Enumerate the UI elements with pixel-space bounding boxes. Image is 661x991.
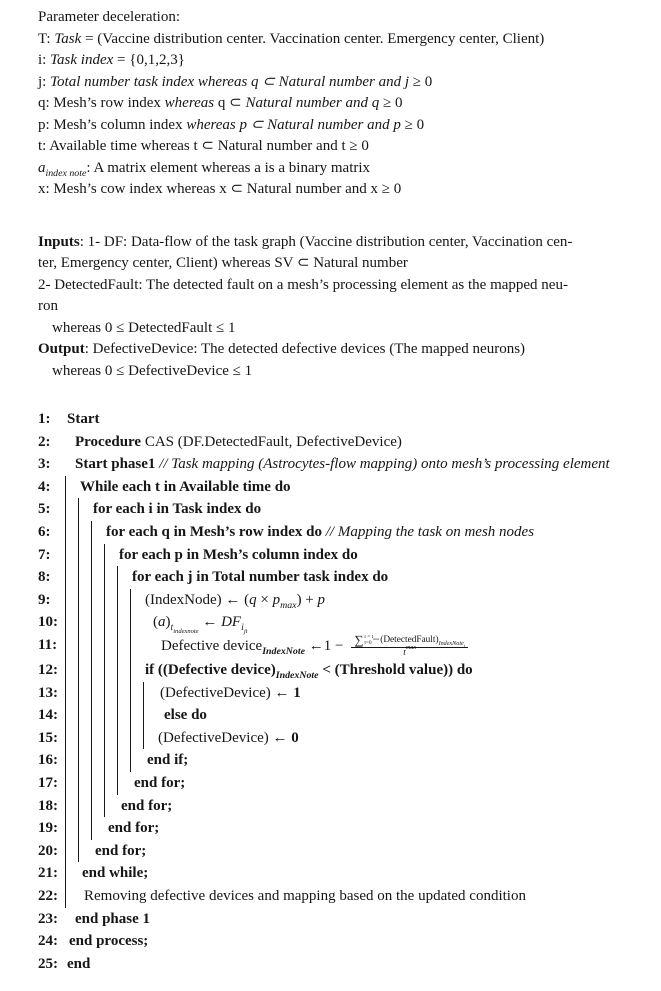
text-segment: Parameter deceleration: [38, 9, 181, 25]
text-segment: else do [164, 707, 207, 724]
nesting-bar [65, 704, 78, 727]
subscript [280, 600, 296, 611]
text-segment: CAS (DF.DetectedFault, DefectiveDevice) [141, 433, 402, 450]
algorithm-line [38, 862, 653, 885]
line-content [91, 498, 261, 521]
nesting-bar [91, 566, 104, 589]
nesting-bar [117, 659, 130, 682]
line-content [65, 408, 100, 431]
line-number: 7: [38, 546, 51, 563]
nesting-bar [104, 634, 117, 659]
nesting-bar [117, 682, 130, 705]
parameter-line [38, 29, 653, 51]
io-line [38, 275, 653, 297]
text-segment: While each t in Available time do [80, 478, 291, 495]
nesting-bar [78, 727, 91, 750]
line-number: 3: [38, 456, 51, 473]
nesting-bar [65, 885, 78, 908]
line-number: 21: [38, 865, 58, 882]
algorithm-section [38, 408, 653, 975]
line-content [143, 749, 188, 772]
nesting-bar [130, 704, 143, 727]
text-segment: max [280, 599, 297, 611]
algorithm-line [38, 908, 653, 931]
line-content [78, 885, 526, 908]
algorithm-line [38, 930, 653, 953]
line-content [130, 566, 388, 589]
text-segment: indexnote [173, 628, 199, 636]
text-segment: Procedure [75, 433, 142, 450]
line-content [143, 634, 468, 659]
text-segment: // Mapping the task on mesh nodes [321, 523, 535, 540]
line-number: 10: [38, 614, 58, 631]
nesting-bar [143, 727, 156, 750]
subscript [241, 622, 248, 636]
nesting-bar [91, 589, 104, 612]
text-segment: t [170, 622, 174, 634]
text-segment: t [403, 647, 406, 658]
nesting-bar [65, 611, 78, 634]
text-segment: x: Mesh’s cow index whereas x ⊂ Natural number and x ≥ 0 [38, 181, 402, 197]
io-line [38, 361, 653, 383]
text-segment: a [158, 614, 166, 631]
line-content [78, 476, 291, 499]
text-segment: j: [38, 73, 51, 90]
line-content [156, 704, 207, 727]
nesting-bar [65, 840, 78, 863]
parameter-line [38, 179, 653, 201]
io-line [38, 296, 653, 318]
algorithm-line [38, 566, 653, 589]
subscript [170, 622, 199, 636]
algorithm-line [38, 885, 653, 908]
text-segment: IndexNote [275, 670, 319, 682]
text-segment: Inputs [38, 233, 80, 250]
parameter-line [38, 136, 653, 158]
text-segment: end [67, 955, 91, 972]
algorithm-line [38, 840, 653, 863]
parameter-line [38, 50, 653, 72]
nesting-bar [117, 772, 130, 795]
nesting-bar [130, 589, 143, 612]
text-segment: ←1 − [304, 637, 344, 654]
text-segment: t [463, 643, 465, 649]
nesting-bar [78, 795, 91, 818]
line-content [143, 659, 473, 682]
algorithm-line [38, 682, 653, 705]
text-segment: end for; [134, 775, 186, 792]
io-line [38, 232, 653, 254]
sigma-symbol: ∑ [354, 632, 364, 647]
algorithm-line [38, 611, 653, 634]
line-content [65, 953, 90, 976]
nesting-bar [65, 589, 78, 612]
nesting-bar [91, 544, 104, 567]
nesting-bar [65, 521, 78, 544]
nesting-bar [130, 682, 143, 705]
nesting-bar [130, 634, 143, 659]
text-segment: if ((Defective device) [145, 662, 276, 679]
line-number: 14: [38, 707, 58, 724]
text-segment: IndexNote [438, 641, 464, 648]
parameter-line [38, 115, 653, 137]
text-segment: whereas [164, 95, 215, 111]
line-number: 9: [38, 591, 51, 608]
line-content [104, 817, 159, 840]
line-number: 19: [38, 820, 58, 837]
summation-lower-limit [364, 640, 371, 646]
nesting-bar [65, 749, 78, 772]
text-segment: end while; [82, 865, 149, 882]
text-segment: i: [38, 52, 51, 68]
line-number: 16: [38, 752, 58, 769]
text-segment: ≥ 0 [409, 73, 433, 90]
nesting-bar [91, 521, 104, 544]
nesting-bar [78, 589, 91, 612]
text-segment: 0 [291, 729, 299, 746]
nesting-bar [78, 704, 91, 727]
nesting-bar [117, 749, 130, 772]
line-number: 5: [38, 501, 51, 518]
text-segment: T: [38, 30, 55, 47]
algorithm-line [38, 772, 653, 795]
io-line [38, 318, 653, 340]
algorithm-line [38, 431, 653, 454]
text-segment: q ⊂ [214, 95, 246, 111]
nesting-bar [104, 659, 117, 682]
line-content [143, 611, 247, 634]
nesting-bar [91, 817, 104, 840]
line-number: 8: [38, 569, 51, 586]
text-segment: Total number task index whereas q ⊂ Natural number and j [50, 73, 410, 90]
text-segment: ← [198, 614, 222, 631]
text-segment: Task [54, 30, 82, 47]
text-segment: (DefectiveDevice) ← [160, 684, 294, 701]
nesting-bar [117, 634, 130, 659]
text-segment: for each j in Total number task index do [132, 569, 389, 586]
nesting-bar [78, 817, 91, 840]
nesting-bar [78, 566, 91, 589]
text-segment: end for; [121, 797, 173, 814]
text-segment: ≥ 0 [400, 116, 425, 133]
text-segment: : DefectiveDevice: The detected defective devices (The mapped neurons) [84, 341, 526, 357]
text-segment: DF [221, 614, 242, 631]
algorithm-line [38, 544, 653, 567]
line-content [65, 431, 402, 454]
text-segment: p: Mesh’s column index [38, 116, 187, 133]
text-segment: end if; [147, 752, 189, 769]
line-number: 4: [38, 478, 51, 495]
text-segment: for each i in Task index do [93, 501, 262, 518]
nesting-bar [78, 772, 91, 795]
line-number: 17: [38, 775, 58, 792]
nesting-bar [91, 634, 104, 659]
parameter-line [38, 7, 653, 29]
line-content [65, 930, 148, 953]
nesting-bar [78, 544, 91, 567]
text-segment: 2- DetectedFault: The detected fault on a mesh’s processing element as the mapped neu- [38, 276, 568, 293]
algorithm-line [38, 453, 653, 476]
nesting-bar [91, 727, 104, 750]
line-content [117, 795, 172, 818]
line-content [78, 862, 148, 885]
nesting-bar [65, 634, 78, 659]
text-segment: Natural number and q [245, 95, 380, 111]
nesting-bar [143, 682, 156, 705]
nesting-bar [143, 704, 156, 727]
line-number: 23: [38, 910, 58, 927]
nesting-bar [78, 749, 91, 772]
nesting-bar [91, 682, 104, 705]
line-number: 2: [38, 433, 51, 450]
algorithm-line [38, 521, 653, 544]
text-segment: ron [38, 298, 58, 314]
text-segment: 1 [293, 684, 301, 701]
nesting-bar [104, 544, 117, 567]
subscript [276, 670, 319, 681]
nesting-bar [91, 611, 104, 634]
text-segment: (DefectiveDevice) ← [158, 729, 292, 746]
nesting-bar [78, 611, 91, 634]
parameter-section [38, 7, 653, 201]
text-segment: p [317, 591, 326, 608]
text-segment: for each p in Mesh’s column index do [119, 546, 358, 563]
parameter-line [38, 158, 653, 180]
parameter-line [38, 72, 653, 94]
algorithm-line [38, 476, 653, 499]
line-content [104, 521, 534, 544]
text-segment: ≥ 0 [379, 95, 403, 111]
text-segment: i [241, 622, 244, 634]
text-segment: = {0,1,2,3} [113, 52, 185, 68]
text-segment: end for; [95, 842, 147, 859]
text-segment: (IndexNode) ← ( [145, 591, 250, 608]
line-content [65, 908, 150, 931]
nesting-bar [91, 704, 104, 727]
nesting-bar [130, 611, 143, 634]
algorithm-line [38, 704, 653, 727]
nesting-bar [65, 659, 78, 682]
algorithm-line [38, 749, 653, 772]
text-segment: Removing defective devices and mapping based on the updated condition [84, 888, 526, 905]
nesting-bar [91, 659, 104, 682]
algorithm-line [38, 953, 653, 976]
text-segment: ( [153, 614, 158, 631]
io-line [38, 339, 653, 361]
nesting-bar [91, 795, 104, 818]
nesting-bar [78, 840, 91, 863]
algorithm-line [38, 795, 653, 818]
nesting-bar [104, 727, 117, 750]
line-content [156, 727, 299, 750]
nesting-bar [117, 727, 130, 750]
text-segment: Defective device [161, 637, 263, 654]
text-segment: < (Threshold value)) do [318, 662, 473, 679]
algorithm-line [38, 589, 653, 612]
nesting-bar [104, 682, 117, 705]
nesting-bar [78, 498, 91, 521]
text-segment: ) + [296, 591, 318, 608]
text-segment: × [256, 591, 273, 608]
line-content [65, 453, 610, 476]
text-segment: max [405, 644, 417, 651]
text-segment: index note [45, 167, 87, 179]
nesting-bar [65, 727, 78, 750]
algorithm-line [38, 817, 653, 840]
text-segment: end for; [108, 820, 160, 837]
text-segment: : 1- DF: Data-flow of the task graph (Vaccine distribution center, Vaccination cen- [79, 233, 573, 250]
text-segment: p [272, 591, 281, 608]
subscript [46, 168, 87, 179]
nesting-bar [130, 659, 143, 682]
nesting-bar [117, 589, 130, 612]
parameter-line [38, 93, 653, 115]
nesting-bar [65, 772, 78, 795]
line-content [143, 589, 325, 612]
nesting-bar [78, 682, 91, 705]
text-segment: q: Mesh’s row index [38, 95, 165, 111]
subscript [262, 646, 305, 657]
nesting-bar [65, 862, 78, 885]
nesting-bar [104, 566, 117, 589]
io-line [38, 253, 653, 275]
text-segment: Start phase1 [75, 456, 156, 473]
text-segment: IndexNote [262, 645, 305, 657]
text-segment: whereas 0 ≤ DetectedFault ≤ 1 [52, 319, 236, 336]
nesting-bar [104, 611, 117, 634]
algorithm-line [38, 634, 653, 659]
line-number: 18: [38, 797, 58, 814]
text-segment: = (Vaccine distribution center. Vaccination center. Emergency center, Client) [81, 30, 545, 47]
fraction [351, 634, 467, 659]
nesting-bar [65, 476, 78, 499]
io-section [38, 232, 653, 383]
nesting-bar [65, 498, 78, 521]
nesting-bar [117, 566, 130, 589]
line-content [130, 772, 185, 795]
text-segment: (DetectedFault) [380, 634, 439, 645]
line-number: 11: [38, 636, 58, 653]
text-segment: ) [165, 614, 171, 631]
text-segment: Start [67, 411, 100, 427]
nesting-bar [78, 521, 91, 544]
nesting-bar [65, 795, 78, 818]
nesting-bar [104, 589, 117, 612]
algorithm-line [38, 727, 653, 750]
nesting-bar [78, 659, 91, 682]
text-segment: t: Available time whereas t ⊂ Natural number and t ≥ 0 [38, 138, 369, 154]
line-number: 12: [38, 662, 58, 679]
line-number: 20: [38, 842, 58, 859]
algorithm-line [38, 498, 653, 521]
text-segment: t=0 [364, 640, 372, 647]
line-number: 25: [38, 955, 58, 972]
line-number: 24: [38, 933, 58, 950]
nesting-bar [104, 772, 117, 795]
nesting-bar [65, 682, 78, 705]
line-number: 1: [38, 411, 51, 427]
nesting-bar [104, 795, 117, 818]
text-segment: : A matrix element whereas a is a binary matrix [86, 159, 371, 176]
line-number: 6: [38, 523, 51, 540]
summation [354, 634, 379, 647]
text-segment: end phase 1 [75, 910, 151, 927]
subscript [373, 637, 379, 641]
nesting-bar [130, 749, 143, 772]
nesting-bar [65, 566, 78, 589]
nesting-bar [91, 772, 104, 795]
text-segment: // Task mapping (Astrocytes-flow mapping) onto mesh’s processing element [155, 456, 610, 473]
text-segment: Task index [50, 52, 114, 68]
text-segment: for each q in Mesh’s row index do [106, 523, 322, 540]
nesting-bar [104, 704, 117, 727]
nesting-bar [117, 704, 130, 727]
summation-limits [364, 634, 379, 646]
line-number: 22: [38, 888, 58, 905]
text-segment: max [373, 637, 380, 642]
nesting-bar [65, 544, 78, 567]
line-content [156, 682, 301, 705]
text-segment: Output [38, 341, 85, 357]
nesting-bar [104, 749, 117, 772]
subscript [405, 644, 417, 660]
nesting-bar [130, 727, 143, 750]
nesting-bar [65, 817, 78, 840]
text-segment: t = t [364, 634, 374, 641]
algorithm-line [38, 408, 653, 431]
text-segment: a [38, 159, 46, 176]
nesting-bar [91, 749, 104, 772]
text-segment: jt [243, 628, 248, 636]
nesting-bar [117, 611, 130, 634]
text-segment: whereas 0 ≤ DefectiveDevice ≤ 1 [52, 362, 253, 379]
line-content [117, 544, 358, 567]
nesting-bar [78, 634, 91, 659]
line-content [91, 840, 146, 863]
text-segment: ter, Emergency center, Client) whereas SV ⊂ Natural number [38, 255, 408, 271]
line-number: 15: [38, 729, 58, 746]
line-number: 13: [38, 684, 58, 701]
algorithm-line [38, 659, 653, 682]
text-segment: q [249, 591, 257, 608]
text-segment: whereas p ⊂ Natural number and p [186, 116, 401, 133]
text-segment: end process; [69, 933, 149, 950]
